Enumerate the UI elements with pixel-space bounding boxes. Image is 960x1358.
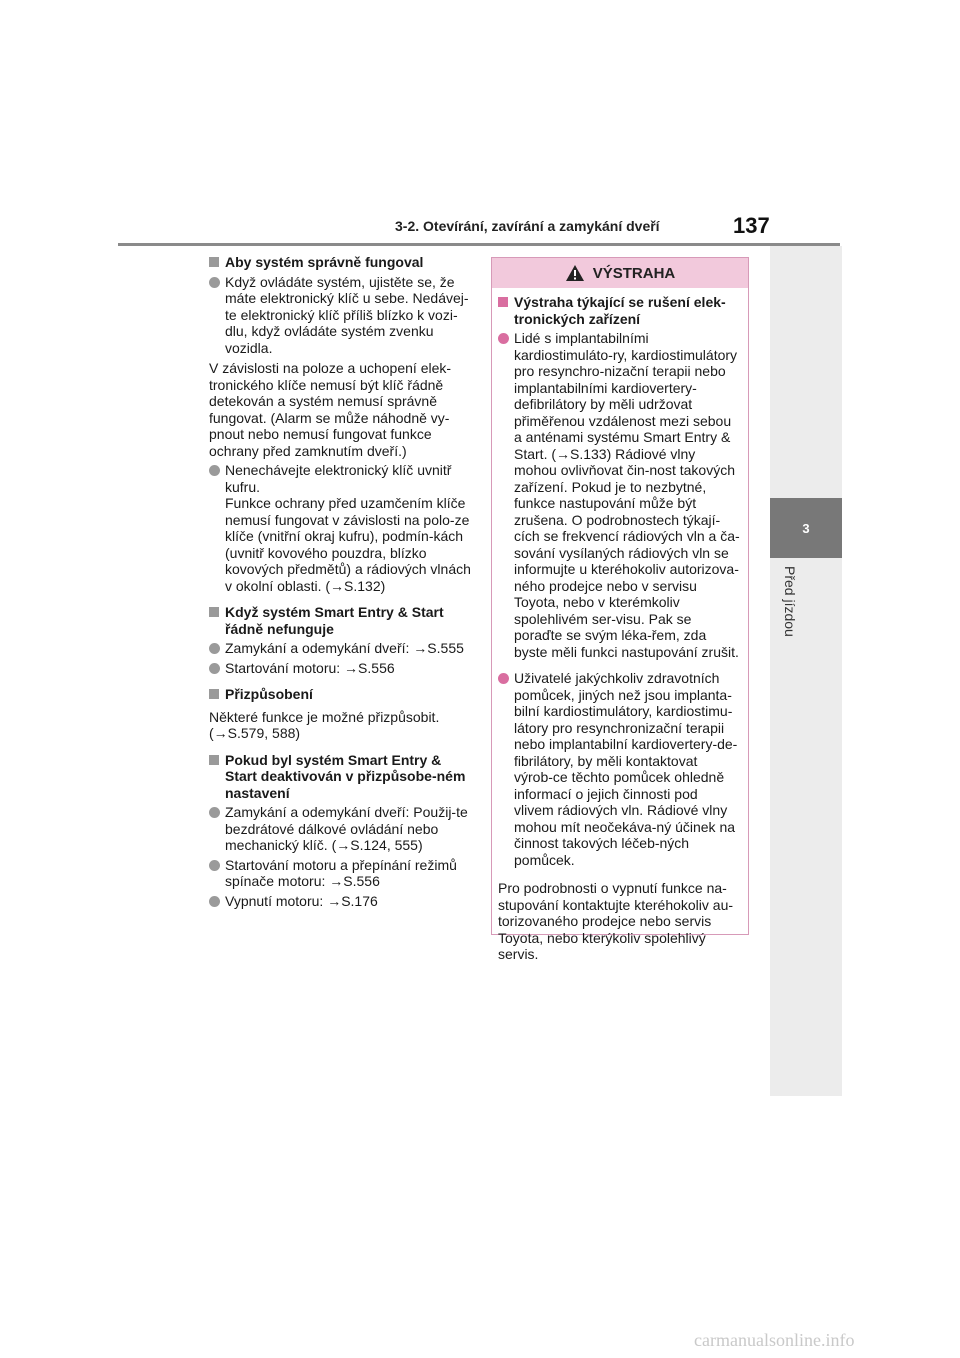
warning-heading: Výstraha týkající se rušení elek-tronických zařízení: [498, 294, 740, 327]
chapter-title: Před jízdou: [782, 566, 798, 637]
circle-bullet-icon: [209, 663, 220, 674]
square-bullet-icon: [209, 755, 219, 765]
header-rule: [118, 243, 840, 246]
square-bullet-icon: [209, 689, 219, 699]
warning-body: [492, 288, 748, 963]
warning-bullet: Lidé s implantabilními kardiostimuláto-ry, kardiostimulátory pro resynchro-nizační terapii nebo implantabilními kardiovertery-defibrilátory by měli udržovat přiměřenou vzdálenost mezi sebou a anténami systému Smart Entry & Start. (→S.133) Rádiové vlny mohou ovlivňovat čin-nost takových zařízení. Pokud je to nezbytné, funkce nastupování může být zrušena. O podrobnostech týkají-cích se frekvencí rádiových vln a ča-sování vysílaných rádiových vln se informujte u kteréhokoliv autorizova-ného prodejce nebo v servisu Toyota, nebo v kterémkoliv spolehlivém ser-visu. Pak se poraďte se svým léka-řem, zda byste měli funkci nastupování zrušit.: [498, 330, 740, 660]
bullet-item: Vypnutí motoru: →S.176: [209, 893, 471, 910]
bullet-item: Startování motoru: →S.556: [209, 660, 471, 677]
circle-bullet-icon: [209, 896, 220, 907]
circle-bullet-icon: [498, 333, 509, 344]
section-heading: Přizpůsobení: [209, 686, 471, 703]
bullet-item: Zamykání a odemykání dveří: →S.555: [209, 640, 471, 657]
warning-bullet: Uživatelé jakýchkoliv zdravotních pomůcek, jiných než jsou implanta-bilní kardiostimulátory, kardiostimu-látory pro resynchronizační terapii nebo implantabilní kardiovertery-de-fibrilátory, by měli kontaktovat výrob-ce těchto pomůcek ohledně informací o jejich činnosti pod vlivem rádiových vln. Rádiové vlny mohou mít neočekáva-ný účinek na činnost takových léčeb-ných pomůcek.: [498, 670, 740, 868]
bullet-item: Zamykání a odemykání dveří: Použij-te bezdrátové dálkové ovládání nebo mechanický klíč. (→S.124, 555): [209, 804, 471, 854]
circle-bullet-icon: [209, 465, 220, 476]
watermark: carmanualsonline.info: [694, 1330, 855, 1350]
bullet-item: Nenechávejte elektronický klíč uvnitř kufru. Funkce ochrany před uzamčením klíče nemusí fungovat v závislosti na polo-ze klíče (vnitřní okraj kufru), podmín-kách (uvnitř kovového pouzdra, blízko kovových předmětů) a rádiových vlnách v okolní oblasti. (→S.132): [209, 462, 471, 594]
section-heading: Když systém Smart Entry & Start řádně nefunguje: [209, 604, 471, 637]
circle-bullet-icon: [209, 807, 220, 818]
warning-box: [491, 257, 749, 962]
section-heading: Pokud byl systém Smart Entry & Start deaktivován v přizpůsobe-ném nastavení: [209, 752, 471, 802]
bullet-item: Startování motoru a přepínání režimů spínače motoru: →S.556: [209, 857, 471, 890]
side-bar: [770, 246, 842, 1096]
square-bullet-icon: [498, 297, 508, 307]
circle-bullet-icon: [498, 673, 509, 684]
page-number: 137: [733, 213, 770, 238]
paragraph: V závislosti na poloze a uchopení elek-tronického klíče nemusí být klíč řádně detekován a systém nemusí správně fungovat. (Alarm se může náhodně vy-pnout nebo nemusí fungovat funkce ochrany před zamknutím dveří.): [209, 360, 452, 459]
warning-paragraph: Pro podrobnosti o vypnutí funkce na-stupování kontaktujte kteréhokoliv au-torizovaného prodejce nebo servis Toyota, nebo kterýkoliv spolehlivý servis.: [498, 880, 734, 962]
circle-bullet-icon: [209, 643, 220, 654]
chapter-tab: 3: [770, 498, 842, 558]
section-heading: Aby systém správně fungoval: [209, 254, 471, 271]
square-bullet-icon: [209, 257, 219, 267]
left-column: [209, 254, 471, 909]
warning-header: [492, 258, 748, 288]
square-bullet-icon: [209, 607, 219, 617]
circle-bullet-icon: [209, 860, 220, 871]
warning-triangle-icon: [565, 264, 585, 282]
bullet-item: Když ovládáte systém, ujistěte se, že máte elektronický klíč u sebe. Nedávej-te elektronický klíč příliš blízko k vozi-dlu, když ovládáte systém zvenku vozidla.: [209, 274, 471, 357]
circle-bullet-icon: [209, 277, 220, 288]
warning-title: VÝSTRAHA: [592, 264, 676, 282]
paragraph: Některé funkce je možné přizpůsobit. (→S.579, 588): [209, 708, 440, 741]
header-section-title: 3-2. Otevírání, zavírání a zamykání dveří: [395, 218, 660, 234]
